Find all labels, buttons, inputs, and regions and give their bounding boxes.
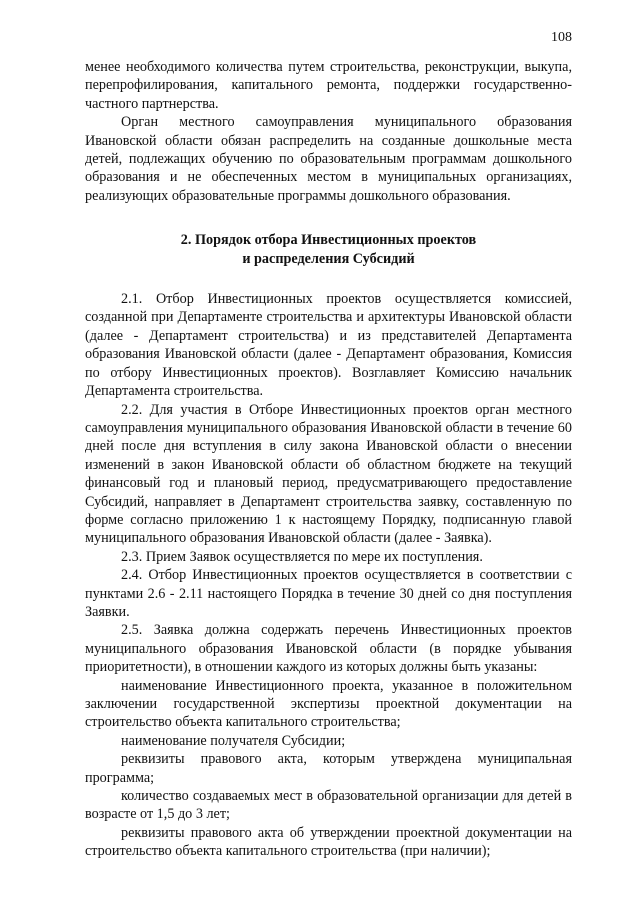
paragraph-2-5: 2.5. Заявка должна содержать перечень Инвестиционных проектов муниципального образования Ивановской области (в порядке убывания приоритетности), в отношении каждого из которых должны быть указаны: [85, 622, 572, 676]
page-number: 108 [551, 30, 572, 45]
list-item: реквизиты правового акта об утверждении проектной документации на строительство объекта капитального строительства (при наличии); [85, 824, 572, 860]
list-item: реквизиты правового акта, которым утверждена муниципальная программа; [85, 751, 572, 786]
section-heading [85, 231, 572, 268]
list-item: наименование получателя Субсидии; [121, 732, 346, 749]
paragraph: менее необходимого количества путем строительства, реконструкции, выкупа, перепрофилирования, капитального ремонта, поддержки государственно-частного партнерства. [85, 59, 572, 112]
paragraph-2-2: 2.2. Для участия в Отборе Инвестиционных проектов орган местного самоуправления муниципального образования Ивановской области в течение 60 дней после дня вступления в силу закона Ивановской области о внесении изменений в закон Ивановской области об областном бюджете на текущий финансовый год и плановый период, предусматривающего предоставление Субсидий, направляет в Департамент строительства заявку, составленную по форме согласно приложению 1 к настоящему Порядку, подписанную главой муниципального образования Ивановской области (далее - Заявка). [85, 401, 572, 547]
section-heading-line: и распределения Субсидий [242, 250, 415, 267]
list-item: наименование Инвестиционного проекта, указанное в положительном заключении государственной экспертизы проектной документации на строительство объекта капитального строительства; [85, 677, 572, 731]
paragraph-2-1: 2.1. Отбор Инвестиционных проектов осуществляется комиссией, созданной при Департаменте строительства и архитектуры Ивановской области (далее - Департамент строительства) и из представителей Департамента образования Ивановской области (далее - Департамент образования, Комиссия по отбору Инвестиционных проектов). Возглавляет Комиссию начальник Департамента строительства. [85, 291, 572, 400]
paragraph: Орган местного самоуправления муниципального образования Ивановской области обязан распределить на созданные дошкольные места детей, подлежащих обучению по образовательным программам дошкольного образования и не обеспеченных местом в муниципальных организациях, реализующих образовательные программы дошкольного образования. [85, 114, 572, 204]
section-heading-line: 2. Порядок отбора Инвестиционных проектов [180, 232, 477, 249]
paragraph-2-4: 2.4. Отбор Инвестиционных проектов осуществляется в соответствии с пунктами 2.6 - 2.11 настоящего Порядка в течение 30 дней со дня поступления Заявки. [85, 567, 572, 620]
paragraph-2-3: 2.3. Прием Заявок осуществляется по мере их поступления. [121, 548, 483, 565]
list-item: количество создаваемых мест в образовательной организации для детей в возрасте от 1,5 до 3 лет; [85, 788, 572, 823]
document-body [85, 58, 572, 861]
